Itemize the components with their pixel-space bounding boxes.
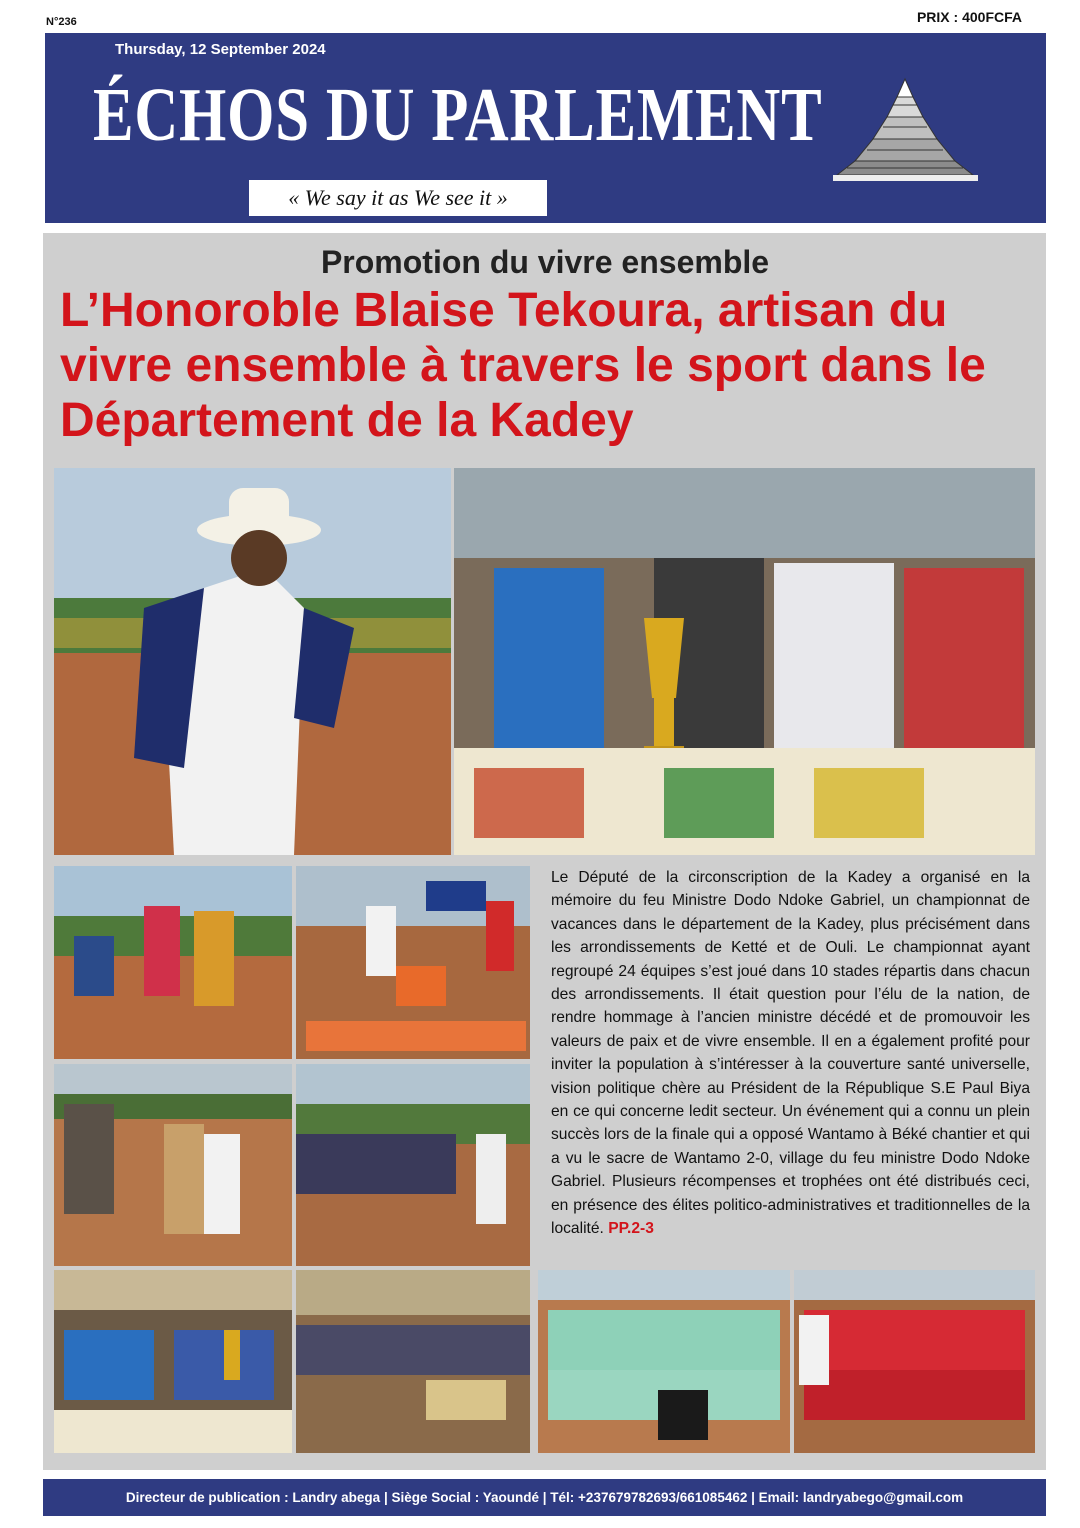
newspaper-title: ÉCHOS DU PARLEMENT — [93, 73, 823, 157]
photo-dancers — [54, 1064, 292, 1266]
tagline: « We say it as We see it » — [249, 180, 547, 216]
issue-number: N°236 — [46, 16, 77, 28]
photo-officials-field — [54, 866, 292, 1059]
headline: L’Honoroble Blaise Tekoura, artisan du vivre ensemble à travers le sport dans le Département de la Kadey — [60, 284, 986, 447]
masthead — [45, 33, 1046, 223]
photo-trophies — [454, 468, 1035, 855]
photo-speaker — [54, 468, 451, 855]
footer-contact: Directeur de publication : Landry abega | Siège Social : Yaoundé | Tél: +237679782693/661085462 | Email: landryabego@gmail.com — [43, 1479, 1046, 1516]
photo-team-red — [794, 1270, 1035, 1453]
photo-team-green — [538, 1270, 790, 1453]
photo-spectators-tent — [296, 1270, 530, 1453]
issue-date: Thursday, 12 September 2024 — [115, 41, 326, 58]
photo-medical-stand — [296, 866, 530, 1059]
page-reference: PP.2-3 — [608, 1220, 654, 1238]
photo-crowd-bench — [296, 1064, 530, 1266]
kicker: Promotion du vivre ensemble — [320, 244, 770, 280]
photo-tent-trophies — [54, 1270, 292, 1453]
parliament-building-icon — [833, 75, 978, 185]
article-text: Le Député de la circonscription de la Kadey a organisé en la mémoire du feu Ministre Dodo Ndoke Gabriel, un championnat de vacances dans le département de la Kadey, plus précisément dans les arrondissements de Ketté et de Ouli. Le championnat ayant regroupé 24 équipes s’est joué dans 10 stades répartis dans chacun des arrondissements. Il était question pour l’élu de la nation, de rendre hommage à l’ancien ministre décédé et de promouvoir les valeurs de paix et de vivre ensemble. Il en a également profité pour inviter la population à s’intéresser à la couverture santé universelle, vision politique chère au Président de la République S.E Paul Biya en ce qui concerne ledit secteur. Un événement qui a connu un plein succès lors de la finale qui a opposé Wantamo à Béké chantier et qui a vu le sacre de Wantamo 2-0, village du feu ministre Dodo Ndoke Gabriel. Plusieurs récompenses et trophées ont été distribués ceci, en présence des élites politico-administratives et traditionnelles de la localité. — [551, 869, 1030, 1238]
price-label: PRIX : 400FCFA — [916, 9, 1022, 25]
article-body — [551, 866, 1030, 1241]
